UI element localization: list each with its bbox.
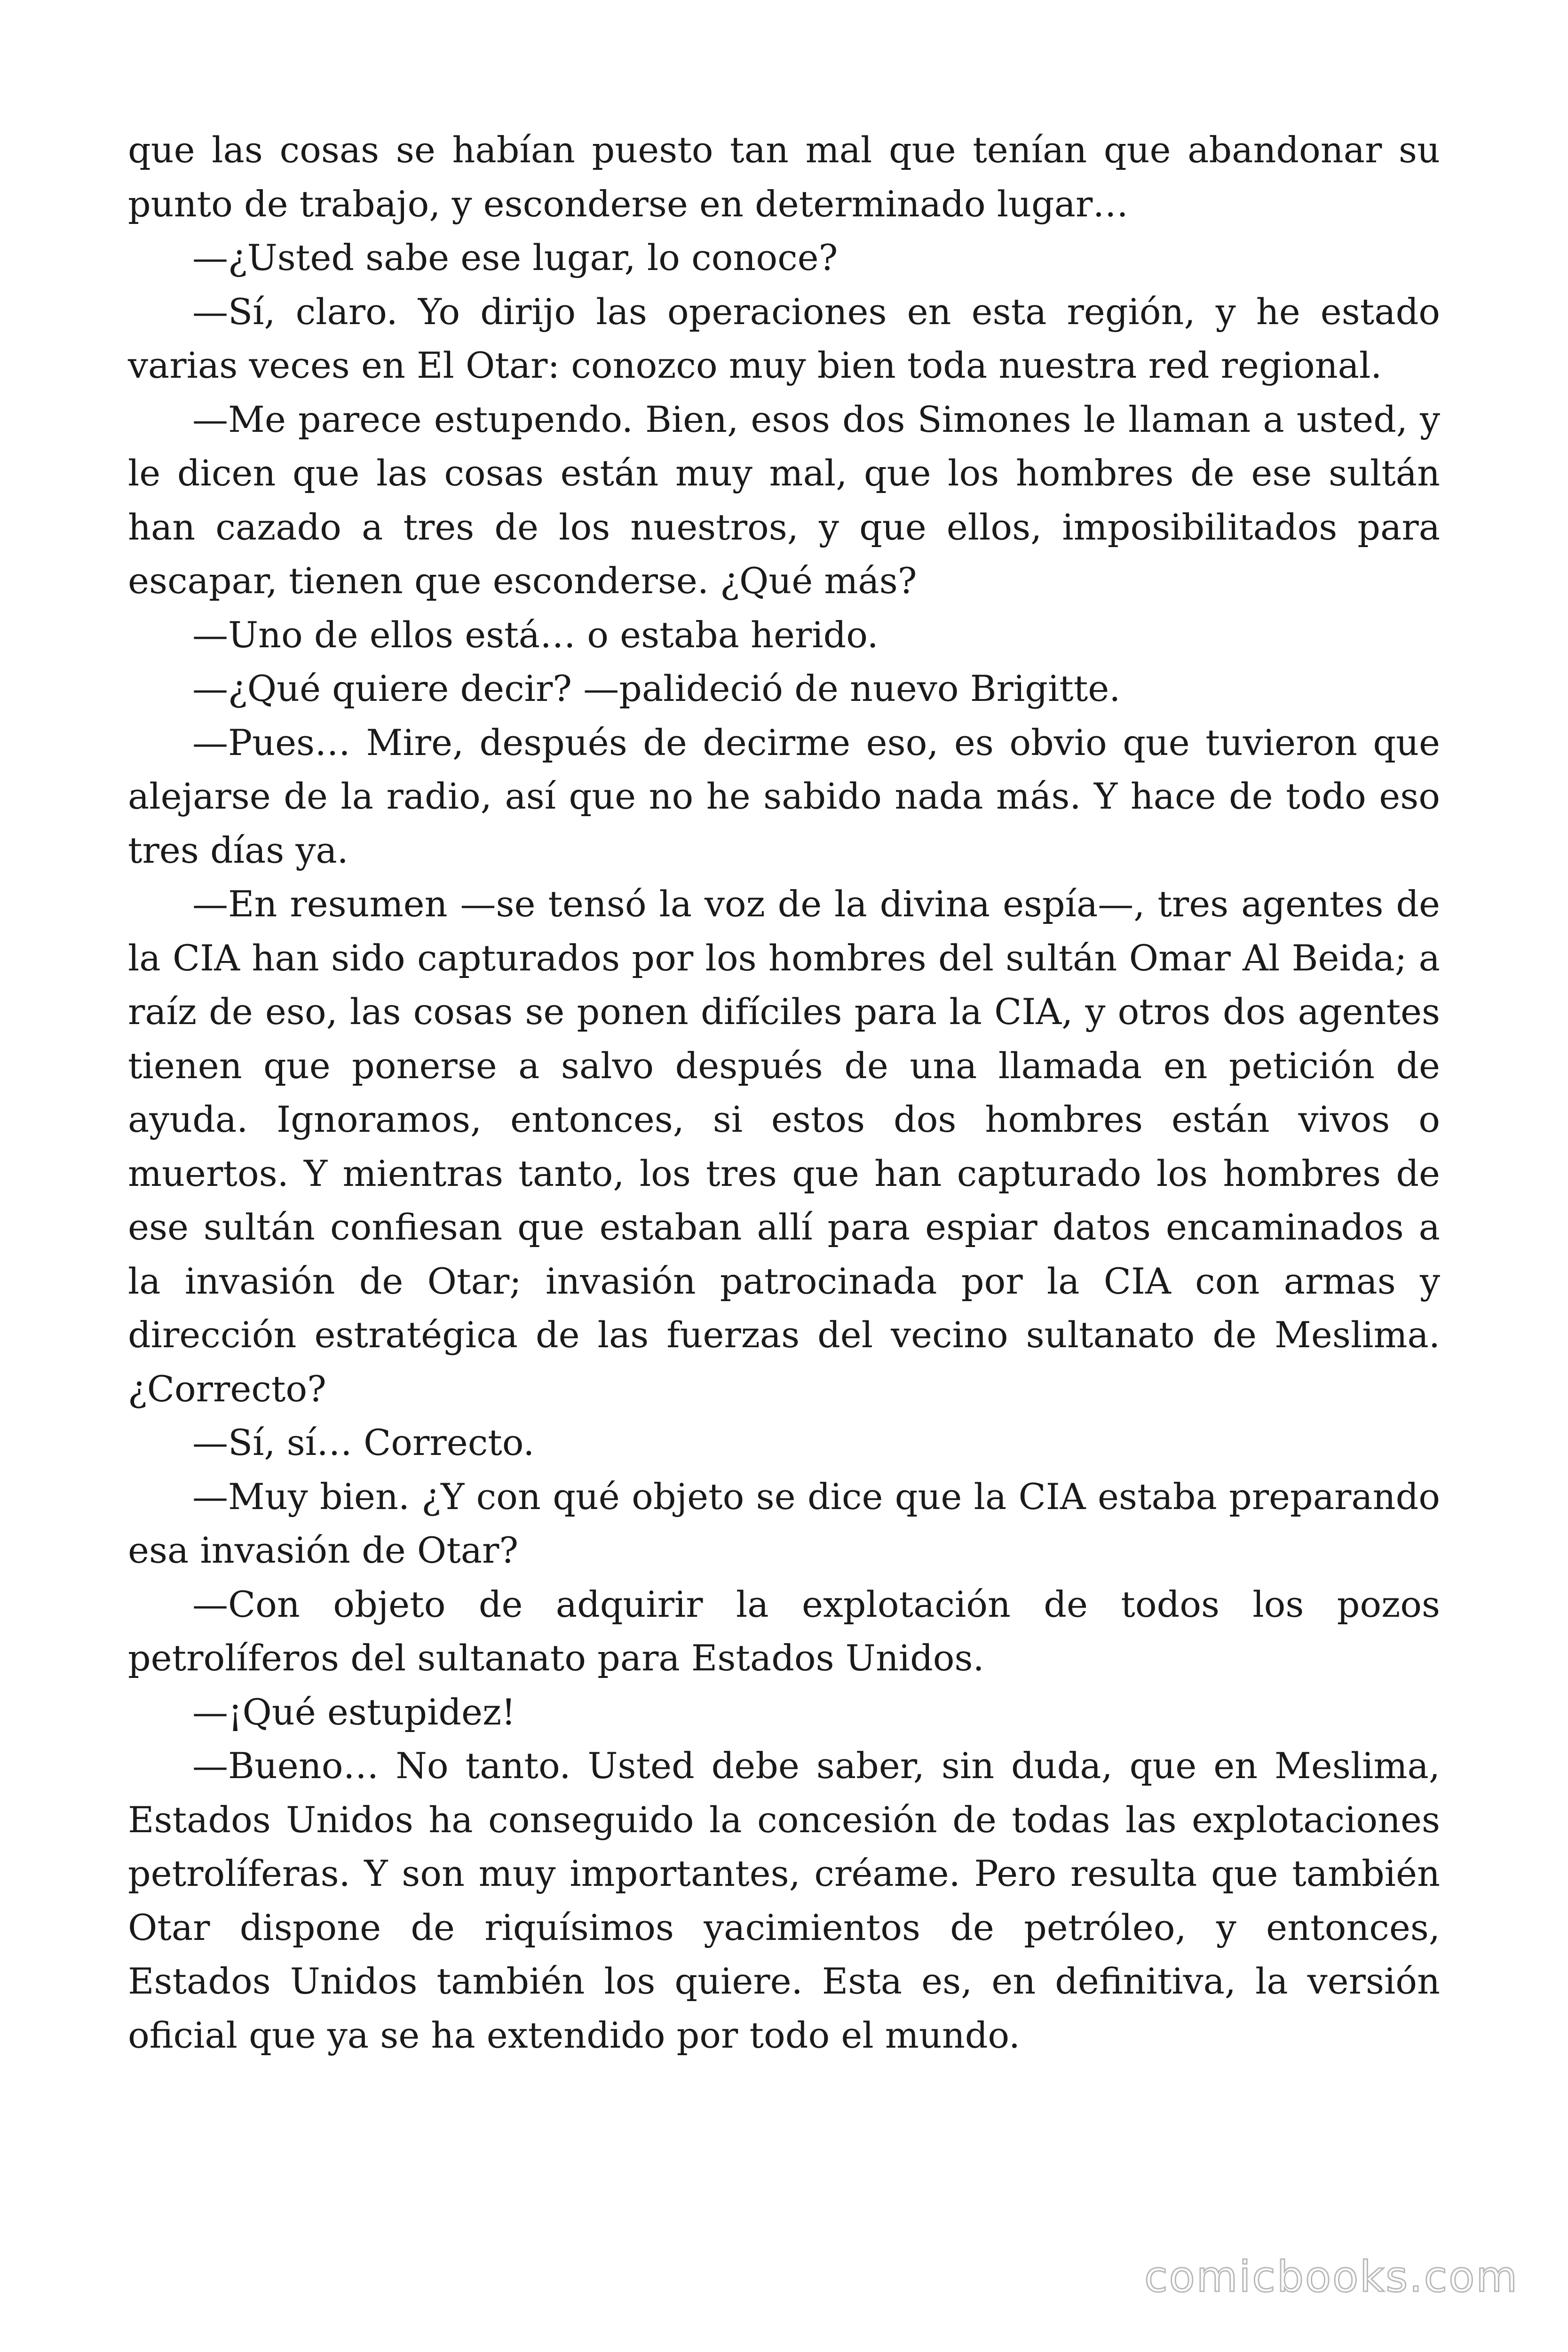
paragraph-2: —¿Usted sabe ese lugar, lo conoce? [192, 237, 838, 278]
paragraph-10: —Muy bien. ¿Y con qué objeto se dice que la CIA estaba preparando esa invasión de Otar? [128, 1475, 1440, 1571]
page-body [128, 123, 1440, 2062]
paragraph-8: —En resumen —se tensó la voz de la divina espía—, tres agentes de la CIA han sido capturados por los hombres del sultán Omar Al Beida; a raíz de eso, las cosas se ponen difíciles para la CIA, y otros dos agentes tienen que ponerse a salvo después de una llamada en petición de ayuda. Ignoramos, entonces, si estos dos hombres están vivos o muertos. Y mientras tanto, los tres que han capturado los hombres de ese sultán confiesan que estaban allí para espiar datos encaminados a la invasión de Otar; invasión patrocinada por la CIA con armas y dirección estratégica de las fuerzas del vecino sultanato de Meslima. ¿Correcto? [128, 883, 1440, 1410]
paragraph-5: —Uno de ellos está… o estaba herido. [192, 613, 879, 656]
paragraph-3: —Sí, claro. Yo dirijo las operaciones en esta región, y he estado varias veces en El Otar: conozco muy bien toda nuestra red regional. [128, 290, 1440, 386]
watermark: comicbooks.com [1144, 2252, 1519, 2302]
paragraph-13: —Bueno… No tanto. Usted debe saber, sin duda, que en Meslima, Estados Unidos ha conseguido la concesión de todas las explotaciones petrolíferas. Y son muy importantes, créame. Pero resulta que también Otar dispone de riquísimos yacimientos de petróleo, y entonces, Estados Unidos también los quiere. Esta es, en definitiva, la versión oficial que ya se ha extendido por todo el mundo. [128, 1745, 1440, 2056]
paragraph-1: que las cosas se habían puesto tan mal que tenían que abandonar su punto de trabajo, y esconderse en determinado lugar… [128, 129, 1440, 225]
paragraph-9: —Sí, sí… Correcto. [192, 1422, 535, 1463]
paragraph-11: —Con objeto de adquirir la explotación de todos los pozos petrolíferos del sultanato para Estados Unidos. [128, 1583, 1440, 1679]
paragraph-12: —¡Qué estupidez! [192, 1691, 516, 1733]
paragraph-6: —¿Qué quiere decir? —palideció de nuevo Brigitte. [192, 667, 1121, 709]
paragraph-7: —Pues… Mire, después de decirme eso, es obvio que tuvieron que alejarse de la radio, así que no he sabido nada más. Y hace de todo eso tres días ya. [128, 721, 1440, 871]
paragraph-4: —Me parece estupendo. Bien, esos dos Simones le llaman a usted, y le dicen que las cosas están muy mal, que los hombres de ese sultán han cazado a tres de los nuestros, y que ellos, imposibilitados para escapar, tienen que esconderse. ¿Qué más? [128, 398, 1440, 602]
